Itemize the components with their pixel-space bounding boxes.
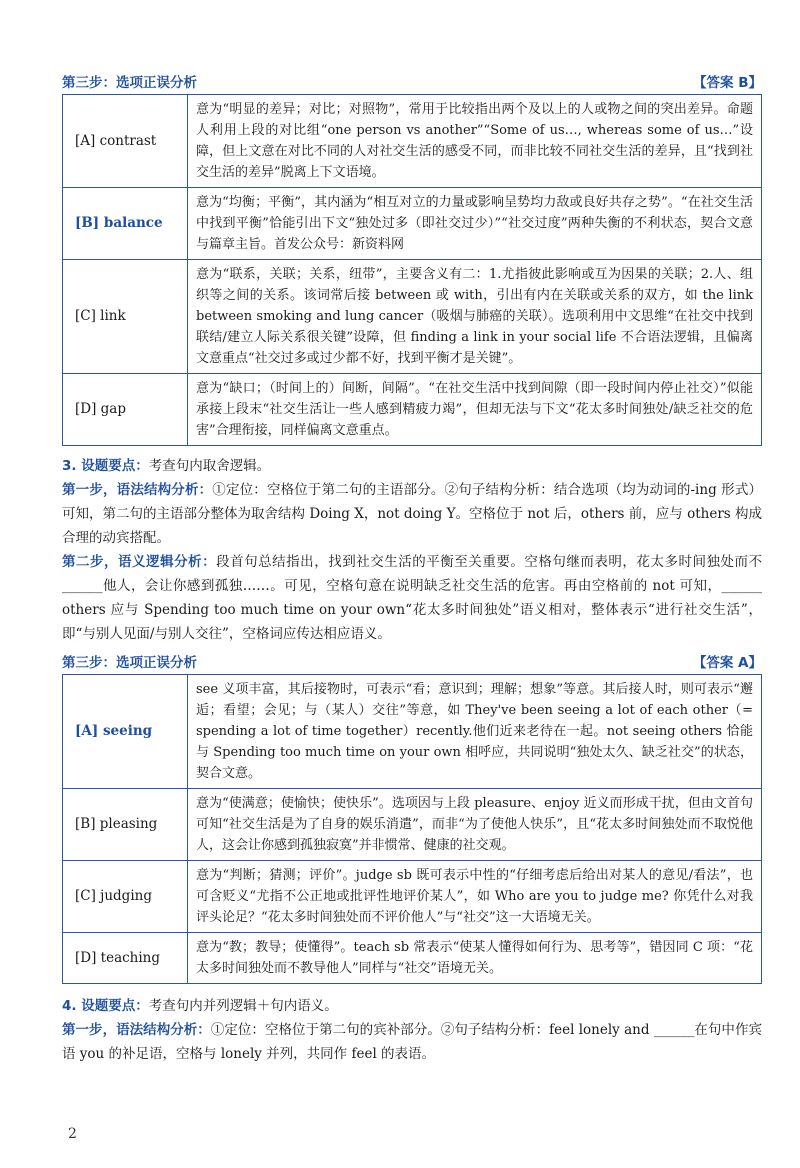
option-explanation: 意为“均衡；平衡”，其内涵为“相互对立的力量或影响呈势均力敌或良好共存之势”。“在社交生活中找到平衡”恰能引出下文“独处过多（即社交过少）”“社交过度”两种失衡的不利状态，契合文意与篇章主旨。首发公众号：新资料网 <box>188 188 762 260</box>
option-explanation: see 义项丰富，其后接物时，可表示“看；意识到；理解；想象”等意。其后接人时，则可表示“邂逅；看望；会见；与（某人）交往”等意，如 They've been seeing a lot of each other（= spending a lot of time together）recently.他们近来老待在一起。not seeing others 恰能与 Spending too much time on your own 相呼应，共同说明“独处太久、缺乏社交”的状态，契合文意。 <box>188 675 762 789</box>
table-row <box>63 789 762 861</box>
option-explanation: 意为“联系，关联；关系，纽带”，主要含义有二：1.尤指彼此影响或互为因果的关联；2.人、组织等之间的关系。该词常后接 between 或 with，引出有内在关联或关系的双方，如 the link between smoking and lung cancer（吸烟与肺癌的关联）。选项利用中文思维“在社交中找到联结/建立人际关系很关键”设障，但 finding a link in your social life 不合语法逻辑，且偏离文意重点“社交过多或过少都不好，找到平衡才是关键”。 <box>188 260 762 374</box>
table-row <box>63 861 762 933</box>
option-label: [B] pleasing <box>63 789 188 861</box>
section-3-step-2 <box>62 550 762 646</box>
option-explanation: 意为“判断；猜测；评价”。judge sb 既可表示中性的“仔细考虑后给出对某人的意见/看法”，也可含贬义“尤指不公正地或批评性地评价某人”，如 Who are you to judge me? 你凭什么对我评头论足？“花太多时间独处而不评价他人”与“社交”这一大语境无关。 <box>188 861 762 933</box>
step-three-header <box>62 650 762 672</box>
option-label: [B] balance <box>63 188 188 260</box>
answer-badge: 【答案 A】 <box>692 655 762 671</box>
step-three-header <box>62 70 762 92</box>
step-text: ①定位：空格位于第二句的宾补部分。②句子结构分析：feel lonely and ______在句中作宾语 you 的补足语，空格与 lonely 并列，共同作 feel 的表语。 <box>62 1022 762 1062</box>
section-text: 考查句内并列逻辑＋句内语义。 <box>148 998 338 1014</box>
step-title: 第三步：选项正误分析 <box>62 655 197 671</box>
table-row <box>63 260 762 374</box>
step-text: 段首句总结指出，找到社交生活的平衡至关重要。空格句继而表明，花太多时间独处而不______他人，会让你感到孤独……。可见，空格句意在说明缺乏社交生活的危害。再由空格前的 not 可知，______ others 应与 Spending too much time on your own“花太多时间独处”语义相对，整体表示“进行社交生活”，即“与别人见面/与别人交往”，空格词应传达相应语义。 <box>62 554 763 642</box>
option-label: [D] teaching <box>63 933 188 984</box>
page-content <box>62 70 762 1066</box>
option-label: [C] link <box>63 260 188 374</box>
step-label: 第一步，语法结构分析： <box>62 1022 211 1038</box>
page-number: 2 <box>68 1126 77 1142</box>
option-label: [A] seeing <box>63 675 188 789</box>
options-table-1 <box>62 94 762 446</box>
option-explanation: 意为“使满意；使愉快；使快乐”。选项因与上段 pleasure、enjoy 近义而形成干扰，但由文首句可知“社交生活是为了自身的娱乐消遣”，而非“为了使他人快乐”，且“花太多时间独处而不取悦他人，这会让你感到孤独寂寞”并非惯常、健康的社交观。 <box>188 789 762 861</box>
table-row <box>63 933 762 984</box>
section-3-heading <box>62 454 762 478</box>
section-text: 考查句内取舍逻辑。 <box>148 458 271 474</box>
option-label: [A] contrast <box>63 95 188 188</box>
option-label: [C] judging <box>63 861 188 933</box>
table-row <box>63 95 762 188</box>
step-label: 第二步，语义逻辑分析： <box>62 554 217 570</box>
section-4-heading <box>62 994 762 1018</box>
step-label: 第一步，语法结构分析： <box>62 482 213 498</box>
option-label: [D] gap <box>63 374 188 446</box>
answer-badge: 【答案 B】 <box>693 75 762 91</box>
table-row <box>63 188 762 260</box>
option-explanation: 意为“教；教导；使懂得”。teach sb 常表示“使某人懂得如何行为、思考等”，错因同 C 项：“花太多时间独处而不教导他人”同样与“社交”语境无关。 <box>188 933 762 984</box>
option-explanation: 意为“明显的差异；对比；对照物”，常用于比较指出两个及以上的人或物之间的突出差异。命题人利用上段的对比组“one person vs another”“Some of us…, whereas some of us…”设障，但上文意在对比不同的人对社交生活的感受不同，而非比较不同社交生活的差异，且“找到社交生活的差异”脱离上下文语境。 <box>188 95 762 188</box>
options-table-2 <box>62 674 762 984</box>
section-title: 3. 设题要点： <box>62 458 149 474</box>
section-4-step-1 <box>62 1018 762 1066</box>
table-row <box>63 374 762 446</box>
option-explanation: 意为“缺口；（时间上的）间断，间隔”。“在社交生活中找到间隙（即一段时间内停止社交）”似能承接上段末“社交生活让一些人感到精疲力竭”，但却无法与下文“花太多时间独处/缺乏社交的危害”合理衔接，同样偏离文意重点。 <box>188 374 762 446</box>
section-title: 4. 设题要点： <box>62 998 149 1014</box>
step-text: ①定位：空格位于第二句的主语部分。②句子结构分析：结合选项（均为动词的-ing 形式）可知，第二句的主语部分整体为取舍结构 Doing X，not doing Y。空格位于 not 后，others 前，应与 others 构成合理的动宾搭配。 <box>62 482 762 546</box>
section-3-step-1 <box>62 478 762 550</box>
step-title: 第三步：选项正误分析 <box>62 75 197 91</box>
table-row <box>63 675 762 789</box>
